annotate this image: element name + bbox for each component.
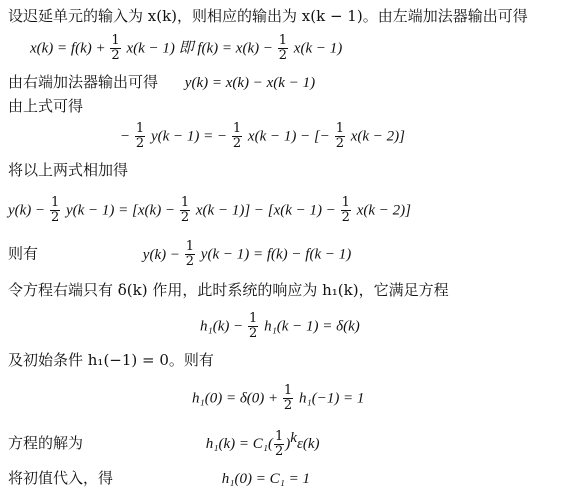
- text-line-4: [8, 96, 83, 116]
- fraction-half: $\frac{1}{2}$: [50, 195, 60, 225]
- text-line-3: [8, 72, 315, 93]
- fraction-half: $\frac{1}{2}$: [111, 33, 120, 63]
- equation-line-12: h₁(0) = δ(0) + $\frac{1}{2}$ h₁(−1) = 1: [192, 383, 365, 413]
- fraction-half: $\frac{1}{2}$: [341, 195, 350, 225]
- line-8-label: 则有: [8, 244, 39, 263]
- equation-line-10: h₁(k) − $\frac{1}{2}$ h₁(k − 1) = δ(k): [200, 311, 360, 341]
- line-4-text: 由上式可得: [8, 97, 84, 115]
- equation-line-8: 则有 y(k) − $\frac{1}{2}$ y(k − 1) = f(k) − f(k − 1): [8, 239, 352, 269]
- fraction-half: $\frac{1}{2}$: [232, 121, 242, 151]
- eq3: y(k) = x(k) − x(k − 1): [184, 75, 316, 91]
- fraction-half: $\frac{1}{2}$: [275, 428, 284, 459]
- equation-line-7: y(k) − $\frac{1}{2}$ y(k − 1) = [x(k) − $\frac{1}{2}$ x(k − 1)] − [x(k − 1) − $\frac{1}{2}$ x(k − 2)]: [8, 195, 411, 225]
- line-11-text: 及初始条件 h₁(−1) = 0。则有: [8, 351, 214, 369]
- fraction-half: $\frac{1}{2}$: [185, 239, 195, 269]
- fraction-half: $\frac{1}{2}$: [335, 121, 344, 151]
- text-line-9: [8, 280, 449, 300]
- eq2-end: x(k − 1): [293, 40, 343, 57]
- line-14-label: 将初值代入，得: [8, 469, 114, 487]
- fraction-half: $\frac{1}{2}$: [135, 121, 145, 151]
- equation-line-2: [30, 34, 342, 63]
- fraction-half: $\frac{1}{2}$: [283, 383, 293, 413]
- fraction-half: $\frac{1}{2}$: [249, 311, 258, 341]
- line-6-text: 将以上两式相加得: [8, 161, 129, 179]
- fraction-half: $\frac{1}{2}$: [180, 195, 190, 225]
- text-line-6: [8, 160, 128, 180]
- equation-line-5: − $\frac{1}{2}$ y(k − 1) = − $\frac{1}{2}$ x(k − 1) − [− $\frac{1}{2}$ x(k − 2)]: [120, 121, 406, 151]
- eq2-lhs: x(k) = f(k) +: [30, 40, 110, 57]
- equation-line-13: 方程的解为 h₁(k) = C₁( $\frac{1}{2}$ )$^k$ε(k): [8, 428, 320, 459]
- text-line-1: [8, 6, 528, 26]
- line-3-text: 由右端加法器输出可得: [8, 73, 159, 91]
- line-9-text: 令方程右端只有 δ(k) 作用，此时系统的响应为 h₁(k)，它满足方程: [8, 281, 449, 299]
- eq2-mid: x(k − 1) 即 f(k) = x(k) −: [126, 40, 277, 57]
- line-13-label: 方程的解为: [8, 434, 84, 452]
- text-line-11: [8, 350, 214, 370]
- line-1-text: 设迟延单元的输入为 x(k)，则相应的输出为 x(k − 1)。由左端加法器输出可得: [8, 7, 528, 25]
- equation-line-14: 将初值代入，得 h₁(0) = C₁ = 1: [8, 469, 310, 487]
- fraction-half: $\frac{1}{2}$: [278, 33, 288, 63]
